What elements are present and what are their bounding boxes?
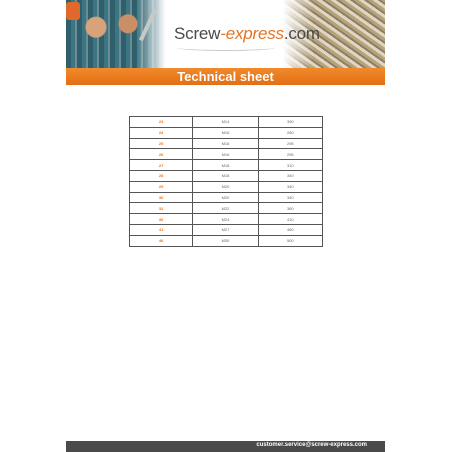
- spec-table: [129, 116, 323, 247]
- table-row: [130, 214, 323, 225]
- table-row: [130, 138, 323, 149]
- workbench-photo: [66, 0, 166, 68]
- cell-size: 41: [130, 224, 193, 235]
- title-bar: [66, 68, 385, 85]
- cell-value: 295: [258, 149, 322, 160]
- logo-text-express: -express: [220, 24, 284, 43]
- cell-thread: M18: [193, 160, 258, 171]
- cell-value: 410: [258, 214, 322, 225]
- cell-value: 295: [258, 138, 322, 149]
- header-banner: [66, 0, 385, 68]
- cell-size: 46: [130, 235, 193, 246]
- cell-value: 460: [258, 224, 322, 235]
- cell-size: 32: [130, 203, 193, 214]
- cell-thread: M22: [193, 203, 258, 214]
- page-title: Technical sheet: [177, 69, 274, 84]
- cell-thread: M14: [193, 117, 258, 128]
- cell-size: 25: [130, 138, 193, 149]
- cell-thread: M16: [193, 149, 258, 160]
- cell-thread: M24: [193, 214, 258, 225]
- cell-size: 36: [130, 214, 193, 225]
- table-row: [130, 203, 323, 214]
- cell-size: 24: [130, 127, 193, 138]
- cell-thread: M16: [193, 127, 258, 138]
- cell-size: 27: [130, 160, 193, 171]
- logo-text-domain: .com: [283, 24, 320, 43]
- cell-value: 500: [258, 235, 322, 246]
- cell-value: 390: [258, 117, 322, 128]
- table-row: [130, 181, 323, 192]
- cell-size: 30: [130, 192, 193, 203]
- cell-size: 28: [130, 170, 193, 181]
- footer-bar: [66, 441, 385, 452]
- table-row: [130, 224, 323, 235]
- table-row: [130, 127, 323, 138]
- brand-logo[interactable]: [174, 24, 320, 44]
- logo-swoosh: [176, 44, 276, 51]
- cell-value: 360: [258, 203, 322, 214]
- cell-thread: M16: [193, 138, 258, 149]
- cell-size: 29: [130, 181, 193, 192]
- cell-value: 310: [258, 160, 322, 171]
- technical-sheet-page: [66, 0, 385, 452]
- cell-thread: M20: [193, 192, 258, 203]
- footer-email[interactable]: customer.service@screw-express.com: [256, 442, 367, 448]
- table-row: [130, 235, 323, 246]
- spec-table-body: [130, 117, 323, 247]
- table-row: [130, 192, 323, 203]
- table-row: [130, 117, 323, 128]
- cell-size: 26: [130, 149, 193, 160]
- cell-size: 23: [130, 117, 193, 128]
- cell-value: 280: [258, 127, 322, 138]
- cell-thread: M30: [193, 235, 258, 246]
- cell-value: 340: [258, 181, 322, 192]
- cell-thread: M18: [193, 170, 258, 181]
- table-row: [130, 149, 323, 160]
- cell-thread: M27: [193, 224, 258, 235]
- logo-text-screw: Screw: [174, 24, 221, 43]
- tape-measure-icon: [66, 2, 80, 20]
- table-row: [130, 170, 323, 181]
- table-row: [130, 160, 323, 171]
- cell-value: 340: [258, 170, 322, 181]
- cell-value: 340: [258, 192, 322, 203]
- cell-thread: M20: [193, 181, 258, 192]
